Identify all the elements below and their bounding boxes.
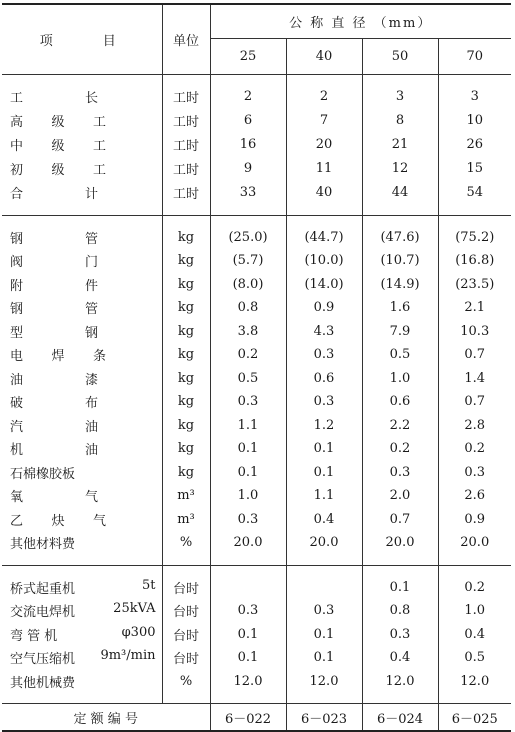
value-cell: 0.9 — [438, 508, 511, 532]
item-name-char: 机 — [10, 443, 24, 459]
item-name-char: 型 — [10, 325, 24, 341]
item-cell — [2, 461, 162, 485]
machinery-row — [2, 670, 511, 694]
value-cell: 3 — [362, 85, 438, 109]
value-cell — [210, 576, 286, 600]
item-name-char: 焊 — [51, 349, 65, 365]
unit-cell: 工时 — [162, 85, 210, 109]
unit-cell: kg — [162, 343, 210, 367]
value-cell: 0.2 — [210, 343, 286, 367]
value-cell: 1.6 — [362, 296, 438, 320]
gap-cell — [162, 205, 210, 216]
machinery-row — [2, 646, 511, 670]
item-name-char: 级 — [51, 115, 65, 130]
item-name-char: 高 — [10, 115, 24, 130]
materials-row — [2, 484, 511, 508]
unit-cell: % — [162, 531, 210, 555]
value-cell: 0.8 — [362, 599, 438, 623]
item-name-char: 钢 — [10, 302, 24, 318]
item-name — [10, 251, 104, 270]
value-cell: (25.0) — [210, 226, 286, 250]
value-cell: 0.3 — [210, 390, 286, 414]
machine-spec: 5t — [142, 577, 156, 593]
item-cell — [2, 437, 162, 461]
item-name-char: 油 — [10, 372, 24, 388]
item-name: 其他材料费 — [10, 537, 76, 553]
value-cell: 20.0 — [362, 531, 438, 555]
item-cell — [2, 531, 162, 555]
value-cell: (5.7) — [210, 249, 286, 273]
value-cell: 12 — [362, 157, 438, 181]
gap-cell — [210, 555, 286, 566]
item-cell — [2, 320, 162, 344]
value-cell: 2.8 — [438, 414, 511, 438]
item-name — [10, 111, 112, 130]
unit-cell: kg — [162, 437, 210, 461]
unit-cell: kg — [162, 367, 210, 391]
gap-cell — [362, 74, 438, 85]
item-name-char: 级 — [51, 163, 65, 178]
value-cell — [286, 576, 362, 600]
item-name — [10, 135, 112, 154]
item-name-char: 工 — [92, 163, 106, 178]
quota-code: 6－023 — [286, 704, 362, 732]
value-cell: 0.2 — [438, 576, 511, 600]
value-cell: (14.0) — [286, 273, 362, 297]
item-cell — [2, 484, 162, 508]
value-cell: 0.4 — [438, 623, 511, 647]
materials-row — [2, 320, 511, 344]
unit-cell: 工时 — [162, 181, 210, 205]
unit-cell: % — [162, 670, 210, 694]
unit-cell: kg — [162, 414, 210, 438]
unit-cell: m³ — [162, 484, 210, 508]
quota-code: 6－024 — [362, 704, 438, 732]
gap-cell — [438, 555, 511, 566]
value-cell: 2 — [286, 85, 362, 109]
item-cell — [2, 390, 162, 414]
item-cell — [2, 296, 162, 320]
gap-cell — [362, 215, 438, 226]
unit-cell: kg — [162, 249, 210, 273]
value-cell: 0.5 — [362, 343, 438, 367]
materials-row — [2, 296, 511, 320]
item-name — [10, 183, 104, 202]
item-cell — [2, 109, 162, 133]
machinery-section — [2, 565, 511, 704]
materials-row — [2, 367, 511, 391]
materials-row — [2, 343, 511, 367]
item-cell — [2, 646, 162, 670]
item-name — [10, 392, 104, 411]
gap-cell — [2, 205, 162, 216]
material-section — [2, 215, 511, 565]
value-cell: 20.0 — [286, 531, 362, 555]
value-cell: (8.0) — [210, 273, 286, 297]
value-cell: (14.9) — [362, 273, 438, 297]
item-cell — [2, 226, 162, 250]
gap-cell — [210, 565, 286, 576]
value-cell: 0.1 — [286, 623, 362, 647]
gap-cell — [286, 693, 362, 704]
value-cell: 26 — [438, 133, 511, 157]
item-name-char: 条 — [92, 349, 106, 365]
value-cell: 0.7 — [438, 390, 511, 414]
item-name-char: 管 — [84, 231, 98, 247]
quota-number-label: 定 额 编 号 — [2, 704, 210, 732]
value-cell: 10.3 — [438, 320, 511, 344]
item-name — [10, 510, 112, 529]
value-cell: 0.1 — [210, 461, 286, 485]
value-cell: 8 — [362, 109, 438, 133]
value-cell: (47.6) — [362, 226, 438, 250]
unit-cell: kg — [162, 320, 210, 344]
materials-row — [2, 390, 511, 414]
section-gap — [2, 693, 511, 704]
machine-label — [10, 601, 162, 620]
item-cell — [2, 623, 162, 647]
value-cell: 2 — [210, 85, 286, 109]
value-cell: 0.3 — [210, 508, 286, 532]
item-name — [10, 298, 104, 317]
value-cell: 7 — [286, 109, 362, 133]
value-cell: 0.1 — [286, 646, 362, 670]
machine-spec: 9m³/min — [100, 648, 156, 664]
value-cell: 44 — [362, 181, 438, 205]
gap-cell — [438, 205, 511, 216]
item-cell — [2, 508, 162, 532]
value-cell: (44.7) — [286, 226, 362, 250]
value-cell: 0.3 — [210, 599, 286, 623]
gap-cell — [210, 215, 286, 226]
labor-row — [2, 109, 511, 133]
gap-cell — [362, 565, 438, 576]
value-cell: 1.1 — [210, 414, 286, 438]
materials-row — [2, 461, 511, 485]
section-gap — [2, 215, 511, 226]
value-cell: 2.1 — [438, 296, 511, 320]
gap-cell — [162, 555, 210, 566]
value-cell: 12.0 — [286, 670, 362, 694]
materials-row — [2, 249, 511, 273]
value-cell: 0.1 — [210, 646, 286, 670]
value-cell: 40 — [286, 181, 362, 205]
item-cell — [2, 133, 162, 157]
machinery-row — [2, 599, 511, 623]
item-name-char: 布 — [84, 396, 98, 412]
quota-number-row — [2, 704, 511, 732]
item-name-char: 附 — [10, 278, 24, 294]
item-name-char: 长 — [84, 91, 98, 106]
value-cell: 3.8 — [210, 320, 286, 344]
value-cell: 54 — [438, 181, 511, 205]
value-cell: 0.9 — [286, 296, 362, 320]
item-name-char: 中 — [10, 139, 24, 154]
gap-cell — [162, 693, 210, 704]
value-cell: 33 — [210, 181, 286, 205]
item-cell — [2, 367, 162, 391]
value-cell: 0.2 — [438, 437, 511, 461]
value-cell: 0.3 — [286, 390, 362, 414]
item-name-char: 门 — [84, 255, 98, 271]
value-cell: 12.0 — [438, 670, 511, 694]
unit-cell: kg — [162, 226, 210, 250]
quota-table — [2, 3, 511, 732]
item-name — [10, 345, 112, 364]
gap-cell — [210, 74, 286, 85]
item-name — [10, 275, 104, 294]
gap-cell — [2, 565, 162, 576]
item-cell — [2, 599, 162, 623]
quota-code: 6－025 — [438, 704, 511, 732]
gap-cell — [438, 693, 511, 704]
machine-name: 空气压缩机 — [10, 652, 76, 668]
gap-cell — [2, 555, 162, 566]
item-name — [10, 369, 104, 388]
unit-cell: 台时 — [162, 623, 210, 647]
machine-label — [10, 578, 162, 597]
value-cell: 0.4 — [286, 508, 362, 532]
machine-name: 桥式起重机 — [10, 581, 76, 597]
gap-cell — [210, 205, 286, 216]
machine-label — [10, 625, 162, 644]
value-cell: 0.5 — [438, 646, 511, 670]
item-name-char: 炔 — [51, 513, 65, 529]
value-cell: 0.7 — [438, 343, 511, 367]
header-item: 项 目 — [2, 4, 162, 74]
unit-cell: 台时 — [162, 646, 210, 670]
item-name-char: 气 — [92, 513, 106, 529]
value-cell: 0.1 — [210, 623, 286, 647]
machine-name: 交流电焊机 — [10, 605, 76, 621]
value-cell: 1.0 — [438, 599, 511, 623]
item-name — [10, 486, 104, 505]
item-name-char: 破 — [10, 396, 24, 412]
gap-cell — [2, 215, 162, 226]
machine-spec: 25kVA — [113, 601, 156, 617]
item-name — [10, 87, 104, 106]
gap-cell — [362, 693, 438, 704]
value-cell: 6 — [210, 109, 286, 133]
value-cell: 3 — [438, 85, 511, 109]
unit-cell: kg — [162, 461, 210, 485]
item-name — [10, 159, 112, 178]
value-cell: 9 — [210, 157, 286, 181]
unit-cell: kg — [162, 296, 210, 320]
item-cell — [2, 157, 162, 181]
item-cell — [2, 249, 162, 273]
item-name-char: 钢 — [84, 325, 98, 341]
item-name-char: 乙 — [10, 513, 24, 529]
item-name-char: 钢 — [10, 231, 24, 247]
item-name-char: 油 — [84, 419, 98, 435]
labor-row — [2, 133, 511, 157]
value-cell: 1.4 — [438, 367, 511, 391]
value-cell: 0.7 — [362, 508, 438, 532]
header-diameter-title: 公 称 直 径 （mm） — [210, 4, 511, 38]
section-gap — [2, 205, 511, 216]
item-name-char: 工 — [10, 91, 24, 106]
item-name: 石棉橡胶板 — [10, 466, 76, 482]
value-cell: 0.6 — [286, 367, 362, 391]
header-unit: 单位 — [162, 4, 210, 74]
item-cell — [2, 343, 162, 367]
unit-cell: 台时 — [162, 599, 210, 623]
value-cell: 1.0 — [362, 367, 438, 391]
value-cell: 7.9 — [362, 320, 438, 344]
gap-cell — [362, 205, 438, 216]
item-name — [10, 439, 104, 458]
header-diameter: 50 — [362, 38, 438, 74]
gap-cell — [438, 565, 511, 576]
unit-cell: 工时 — [162, 109, 210, 133]
value-cell: 20.0 — [210, 531, 286, 555]
value-cell: 0.2 — [362, 437, 438, 461]
gap-cell — [286, 205, 362, 216]
labor-row — [2, 157, 511, 181]
value-cell: 0.1 — [362, 576, 438, 600]
item-name-char: 油 — [84, 443, 98, 459]
quota-code: 6－022 — [210, 704, 286, 732]
item-cell — [2, 273, 162, 297]
item-name-char: 阀 — [10, 255, 24, 271]
gap-cell — [162, 565, 210, 576]
materials-row — [2, 226, 511, 250]
materials-row — [2, 531, 511, 555]
value-cell: 11 — [286, 157, 362, 181]
header-diameter: 40 — [286, 38, 362, 74]
value-cell: 12.0 — [362, 670, 438, 694]
value-cell: 0.3 — [286, 343, 362, 367]
gap-cell — [286, 555, 362, 566]
machinery-row — [2, 576, 511, 600]
value-cell: (23.5) — [438, 273, 511, 297]
machinery-row — [2, 623, 511, 647]
value-cell: 0.8 — [210, 296, 286, 320]
header-diameter: 25 — [210, 38, 286, 74]
item-name-char: 工 — [92, 139, 106, 154]
machine-label — [10, 648, 162, 667]
gap-cell — [2, 693, 162, 704]
value-cell: 0.5 — [210, 367, 286, 391]
unit-cell: 工时 — [162, 133, 210, 157]
value-cell: 0.3 — [438, 461, 511, 485]
value-cell: 21 — [362, 133, 438, 157]
value-cell: (10.7) — [362, 249, 438, 273]
item-name-char: 汽 — [10, 419, 24, 435]
gap-cell — [286, 215, 362, 226]
item-cell — [2, 85, 162, 109]
item-cell — [2, 576, 162, 600]
value-cell: 1.0 — [210, 484, 286, 508]
item-name — [10, 322, 104, 341]
value-cell: 0.1 — [286, 437, 362, 461]
unit-cell: 台时 — [162, 576, 210, 600]
item-name — [10, 416, 104, 435]
value-cell: 1.1 — [286, 484, 362, 508]
item-name-char: 计 — [84, 187, 98, 202]
section-gap — [2, 565, 511, 576]
item-name-char: 电 — [10, 349, 24, 365]
value-cell: 0.1 — [210, 437, 286, 461]
item-name-char: 氧 — [10, 490, 24, 506]
unit-cell: m³ — [162, 508, 210, 532]
value-cell: 15 — [438, 157, 511, 181]
header-diameter: 70 — [438, 38, 511, 74]
gap-cell — [362, 555, 438, 566]
value-cell: 0.3 — [362, 461, 438, 485]
value-cell: 10 — [438, 109, 511, 133]
gap-cell — [438, 215, 511, 226]
value-cell: (75.2) — [438, 226, 511, 250]
item-name-char: 工 — [92, 115, 106, 130]
unit-cell: kg — [162, 273, 210, 297]
section-gap — [2, 555, 511, 566]
gap-cell — [162, 74, 210, 85]
unit-cell: 工时 — [162, 157, 210, 181]
materials-row — [2, 273, 511, 297]
value-cell: 2.0 — [362, 484, 438, 508]
value-cell: 0.3 — [362, 623, 438, 647]
value-cell: 12.0 — [210, 670, 286, 694]
gap-cell — [2, 74, 162, 85]
value-cell: (16.8) — [438, 249, 511, 273]
item-name-char: 级 — [51, 139, 65, 154]
labor-row — [2, 85, 511, 109]
item-name-char: 漆 — [84, 372, 98, 388]
item-cell — [2, 181, 162, 205]
value-cell: 0.6 — [362, 390, 438, 414]
labor-row — [2, 181, 511, 205]
gap-cell — [210, 693, 286, 704]
value-cell: 2.2 — [362, 414, 438, 438]
item-cell — [2, 414, 162, 438]
labor-section — [2, 74, 511, 215]
value-cell: 0.1 — [286, 461, 362, 485]
gap-cell — [286, 565, 362, 576]
value-cell: 20.0 — [438, 531, 511, 555]
gap-cell — [438, 74, 511, 85]
value-cell: 16 — [210, 133, 286, 157]
value-cell: 0.4 — [362, 646, 438, 670]
materials-row — [2, 508, 511, 532]
value-cell: 4.3 — [286, 320, 362, 344]
item-cell — [2, 670, 162, 694]
item-name-char: 件 — [84, 278, 98, 294]
value-cell: (10.0) — [286, 249, 362, 273]
value-cell: 0.3 — [286, 599, 362, 623]
item-name-char: 气 — [84, 490, 98, 506]
value-cell: 2.6 — [438, 484, 511, 508]
machine-name: 其他机械费 — [10, 675, 76, 691]
machine-label — [10, 672, 162, 691]
item-name — [10, 228, 104, 247]
item-name-char: 初 — [10, 163, 24, 178]
item-name-char: 管 — [84, 302, 98, 318]
machine-spec: φ300 — [121, 624, 156, 640]
materials-row — [2, 414, 511, 438]
value-cell: 1.2 — [286, 414, 362, 438]
value-cell: 20 — [286, 133, 362, 157]
section-gap — [2, 74, 511, 85]
gap-cell — [162, 215, 210, 226]
item-name-char: 合 — [10, 187, 24, 202]
unit-cell: kg — [162, 390, 210, 414]
machine-name: 弯 管 机 — [10, 628, 58, 644]
gap-cell — [286, 74, 362, 85]
materials-row — [2, 437, 511, 461]
